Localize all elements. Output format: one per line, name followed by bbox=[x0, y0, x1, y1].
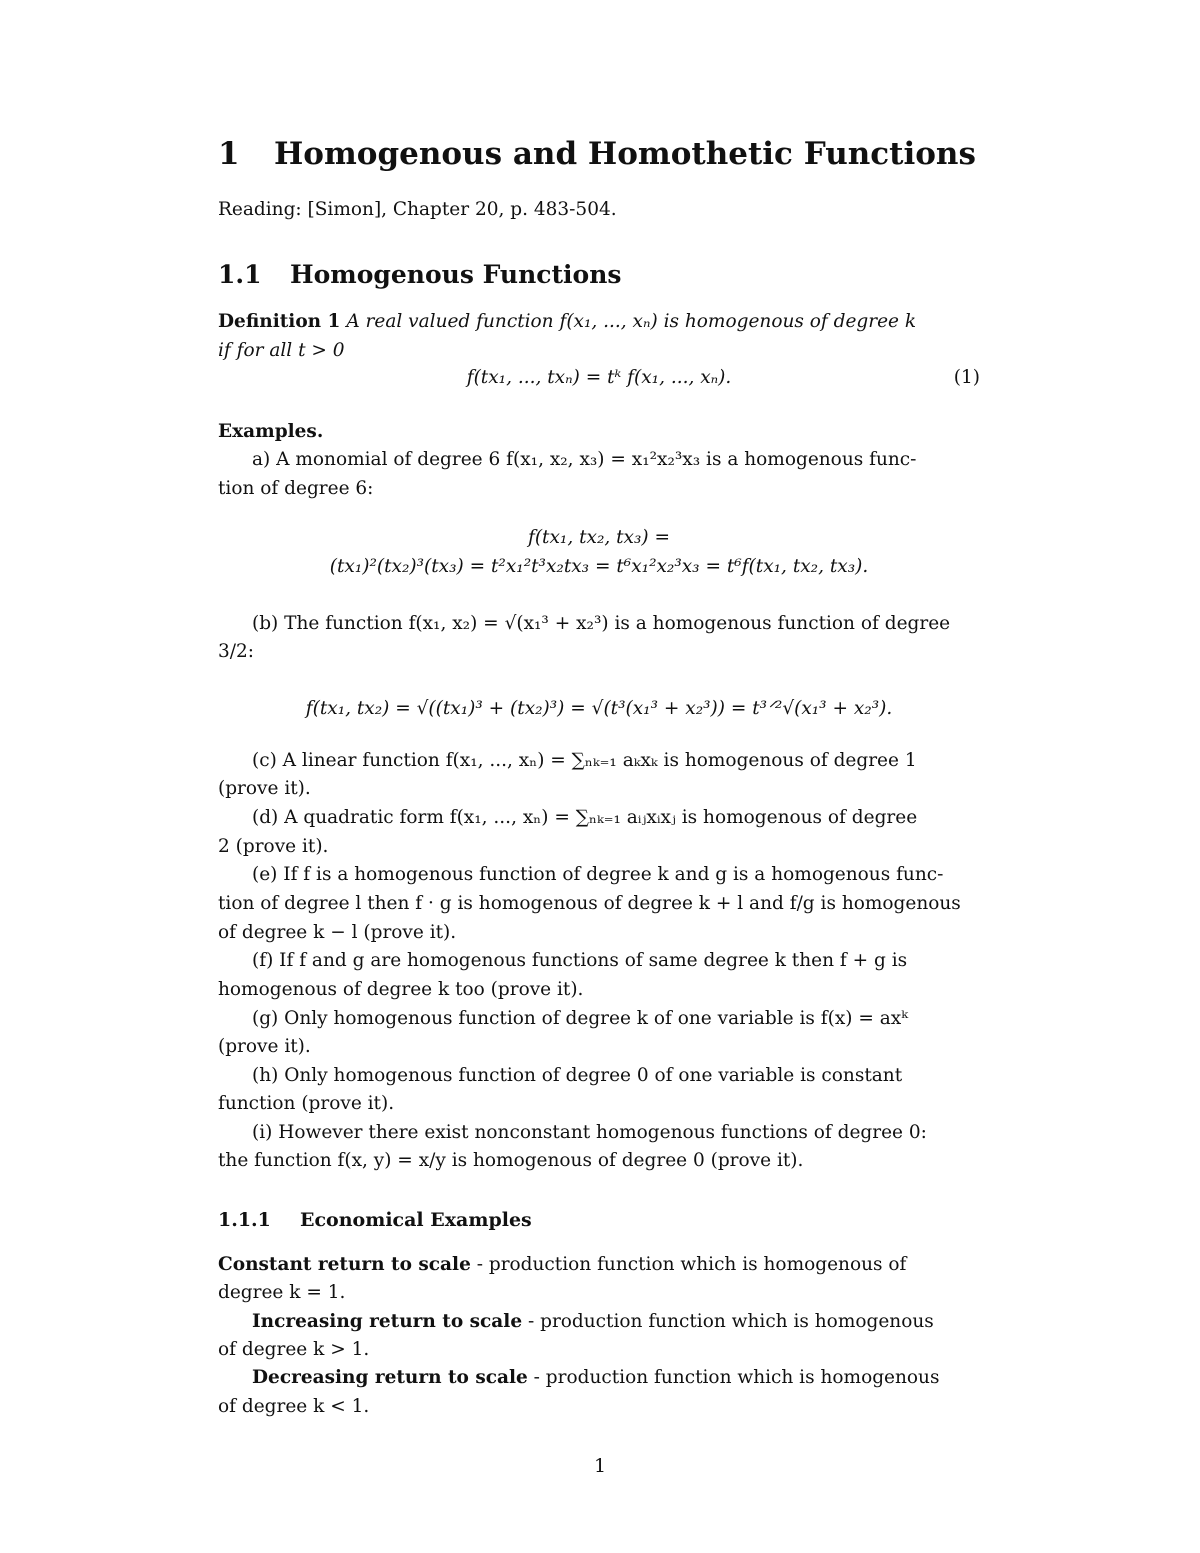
example-b-line-2: 3/2: bbox=[218, 641, 255, 662]
example-i-line-2: the function f(x, y) = x/y is homogenous of degree 0 (prove it). bbox=[218, 1150, 804, 1171]
example-g-line-2: (prove it). bbox=[218, 1036, 311, 1057]
example-d-line-2: 2 (prove it). bbox=[218, 836, 329, 857]
drs-description: - production function which is homogenous bbox=[527, 1367, 940, 1388]
irs-description: - production function which is homogenous bbox=[522, 1311, 934, 1332]
example-a-line-1: a) A monomial of degree 6 f(x₁, x₂, x₃) = x₁²x₂³x₃ is a homogenous func- bbox=[252, 449, 917, 470]
definition-line-1 bbox=[218, 308, 916, 336]
example-e-line-3: of degree k − l (prove it). bbox=[218, 922, 457, 943]
example-h-line-1: (h) Only homogenous function of degree 0 of one variable is constant bbox=[252, 1065, 903, 1086]
definition-line-2: if for all t > 0 bbox=[218, 340, 345, 361]
example-a-equation-2: (tx₁)²(tx₂)³(tx₃) = t²x₁²t³x₂tx₃ = t⁶x₁²x₂³x₃ = t⁶f(tx₁, tx₂, tx₃). bbox=[329, 556, 869, 577]
reading-line: Reading: [Simon], Chapter 20, p. 483-504. bbox=[218, 199, 617, 220]
drs-term: Decreasing return to scale bbox=[252, 1367, 528, 1388]
section-heading bbox=[218, 136, 976, 172]
crs-term: Constant return to scale bbox=[218, 1254, 471, 1275]
example-e-line-2: tion of degree l then f · g is homogenous of degree k + l and f/g is homogenous bbox=[218, 893, 961, 914]
subsection-heading bbox=[218, 260, 621, 289]
econ-crs-line-1 bbox=[218, 1251, 906, 1279]
example-a-equation-1: f(tx₁, tx₂, tx₃) = bbox=[527, 527, 671, 548]
example-i-line-1: (i) However there exist nonconstant homogenous functions of degree 0: bbox=[252, 1122, 927, 1143]
equation-1: f(tx₁, ..., txₙ) = tᵏ f(x₁, ..., xₙ). bbox=[466, 367, 732, 388]
crs-description: - production function which is homogenous of bbox=[470, 1254, 907, 1275]
section-title: Homogenous and Homothetic Functions bbox=[274, 136, 976, 172]
page-number: 1 bbox=[593, 1455, 607, 1477]
subsubsection-number: 1.1.1 bbox=[218, 1209, 271, 1231]
econ-crs-line-2: degree k = 1. bbox=[218, 1282, 346, 1303]
examples-heading: Examples. bbox=[218, 421, 324, 442]
example-c-line-2: (prove it). bbox=[218, 778, 311, 799]
subsubsection-title: Economical Examples bbox=[300, 1209, 532, 1231]
example-b-equation: f(tx₁, tx₂) = √((tx₁)³ + (tx₂)³) = √(t³(x₁³ + x₂³)) = t³ᐟ²√(x₁³ + x₂³). bbox=[305, 698, 893, 719]
example-b-line-1: (b) The function f(x₁, x₂) = √(x₁³ + x₂³) is a homogenous function of degree bbox=[252, 613, 951, 634]
definition-label: Definition 1 bbox=[218, 311, 341, 332]
subsection-title: Homogenous Functions bbox=[290, 260, 622, 289]
subsubsection-heading bbox=[218, 1209, 532, 1231]
example-f-line-2: homogenous of degree k too (prove it). bbox=[218, 979, 584, 1000]
example-g-line-1: (g) Only homogenous function of degree k of one variable is f(x) = axᵏ bbox=[252, 1008, 908, 1029]
definition-text-1: A real valued function f(x₁, ..., xₙ) is homogenous of degree k bbox=[346, 311, 917, 332]
example-c-line-1: (c) A linear function f(x₁, ..., xₙ) = ∑ₙₖ₌₁ aₖxₖ is homogenous of degree 1 bbox=[252, 750, 917, 771]
subsection-number: 1.1 bbox=[218, 260, 262, 289]
irs-term: Increasing return to scale bbox=[252, 1311, 523, 1332]
equation-number: (1) bbox=[953, 367, 980, 388]
definition-equation bbox=[218, 364, 980, 392]
econ-drs-line-1 bbox=[252, 1364, 939, 1392]
example-a-line-2: tion of degree 6: bbox=[218, 478, 374, 499]
example-d-line-1: (d) A quadratic form f(x₁, ..., xₙ) = ∑ₙₖ₌₁ aᵢⱼxᵢxⱼ is homogenous of degree bbox=[252, 807, 918, 828]
econ-irs-line-1 bbox=[252, 1308, 934, 1336]
econ-drs-line-2: of degree k < 1. bbox=[218, 1396, 370, 1417]
econ-irs-line-2: of degree k > 1. bbox=[218, 1339, 370, 1360]
example-e-line-1: (e) If f is a homogenous function of degree k and g is a homogenous func- bbox=[252, 864, 944, 885]
example-h-line-2: function (prove it). bbox=[218, 1093, 395, 1114]
section-number: 1 bbox=[218, 136, 240, 172]
example-f-line-1: (f) If f and g are homogenous functions of same degree k then f + g is bbox=[252, 950, 908, 971]
